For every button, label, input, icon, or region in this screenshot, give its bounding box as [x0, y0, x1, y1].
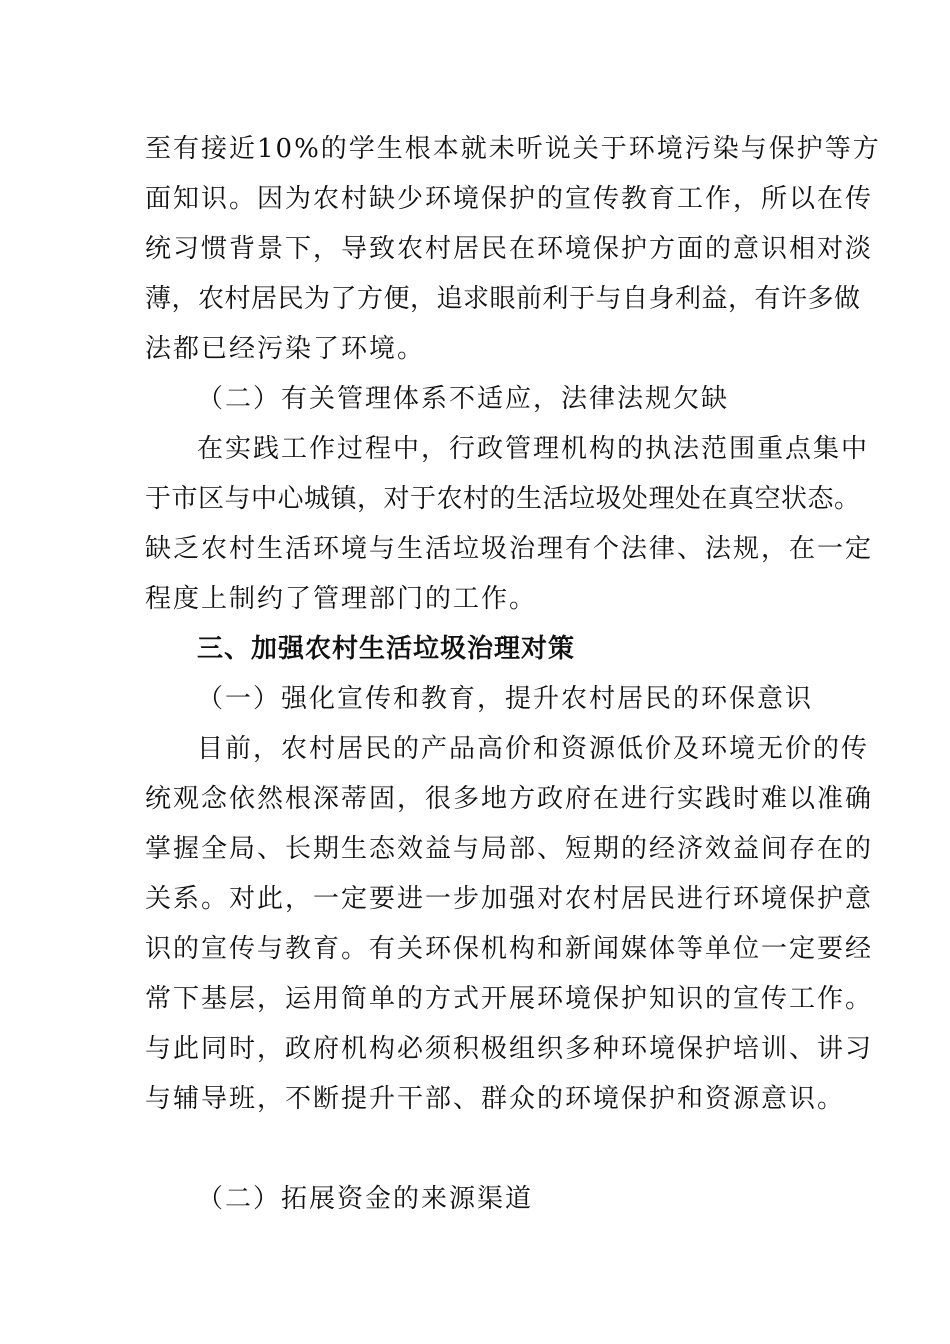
- paragraph-line: 程度上制约了管理部门的工作。: [145, 584, 538, 614]
- section-heading: （二）拓展资金的来源渠道: [197, 1184, 534, 1214]
- paragraph-line: 与辅导班，不断提升干部、群众的环境保护和资源意识。: [145, 1084, 846, 1114]
- paragraph-line: 在实践工作过程中，行政管理机构的执法范围重点集中: [197, 434, 870, 464]
- paragraph-line: 缺乏农村生活环境与生活垃圾治理有个法律、法规，在一定: [145, 534, 874, 564]
- paragraph-line: 目前，农村居民的产品高价和资源低价及环境无价的传: [197, 734, 870, 764]
- paragraph-line: 掌握全局、长期生态效益与局部、短期的经济效益间存在的: [145, 834, 874, 864]
- section-heading: （一）强化宣传和教育，提升农村居民的环保意识: [197, 684, 814, 714]
- paragraph-line: 关系。对此，一定要进一步加强对农村居民进行环境保护意: [145, 884, 874, 914]
- chapter-heading: 三、加强农村生活垃圾治理对策: [197, 634, 576, 664]
- section-heading: （二）有关管理体系不适应，法律法规欠缺: [197, 384, 730, 414]
- paragraph-line: 与此同时，政府机构必须积极组织多种环境保护培训、讲习: [145, 1034, 874, 1064]
- paragraph-line: 法都已经污染了环境。: [145, 334, 426, 364]
- paragraph-line: 面知识。因为农村缺少环境保护的宣传教育工作，所以在传: [145, 184, 874, 214]
- paragraph-line: 薄，农村居民为了方便，追求眼前利于与自身利益，有许多做: [145, 284, 861, 314]
- paragraph-line: 识的宣传与教育。有关环保机构和新闻媒体等单位一定要经: [145, 934, 874, 964]
- paragraph-line: 常下基层，运用简单的方式开展环境保护知识的宣传工作。: [145, 984, 874, 1014]
- paragraph-line: 至有接近10%的学生根本就未听说关于环境污染与保护等方: [145, 134, 881, 164]
- paragraph-line: 统习惯背景下，导致农村居民在环境保护方面的意识相对淡: [145, 234, 874, 264]
- paragraph-line: 于市区与中心城镇，对于农村的生活垃圾处理处在真空状态。: [145, 484, 861, 514]
- paragraph-line: 统观念依然根深蒂固，很多地方政府在进行实践时难以准确: [145, 784, 874, 814]
